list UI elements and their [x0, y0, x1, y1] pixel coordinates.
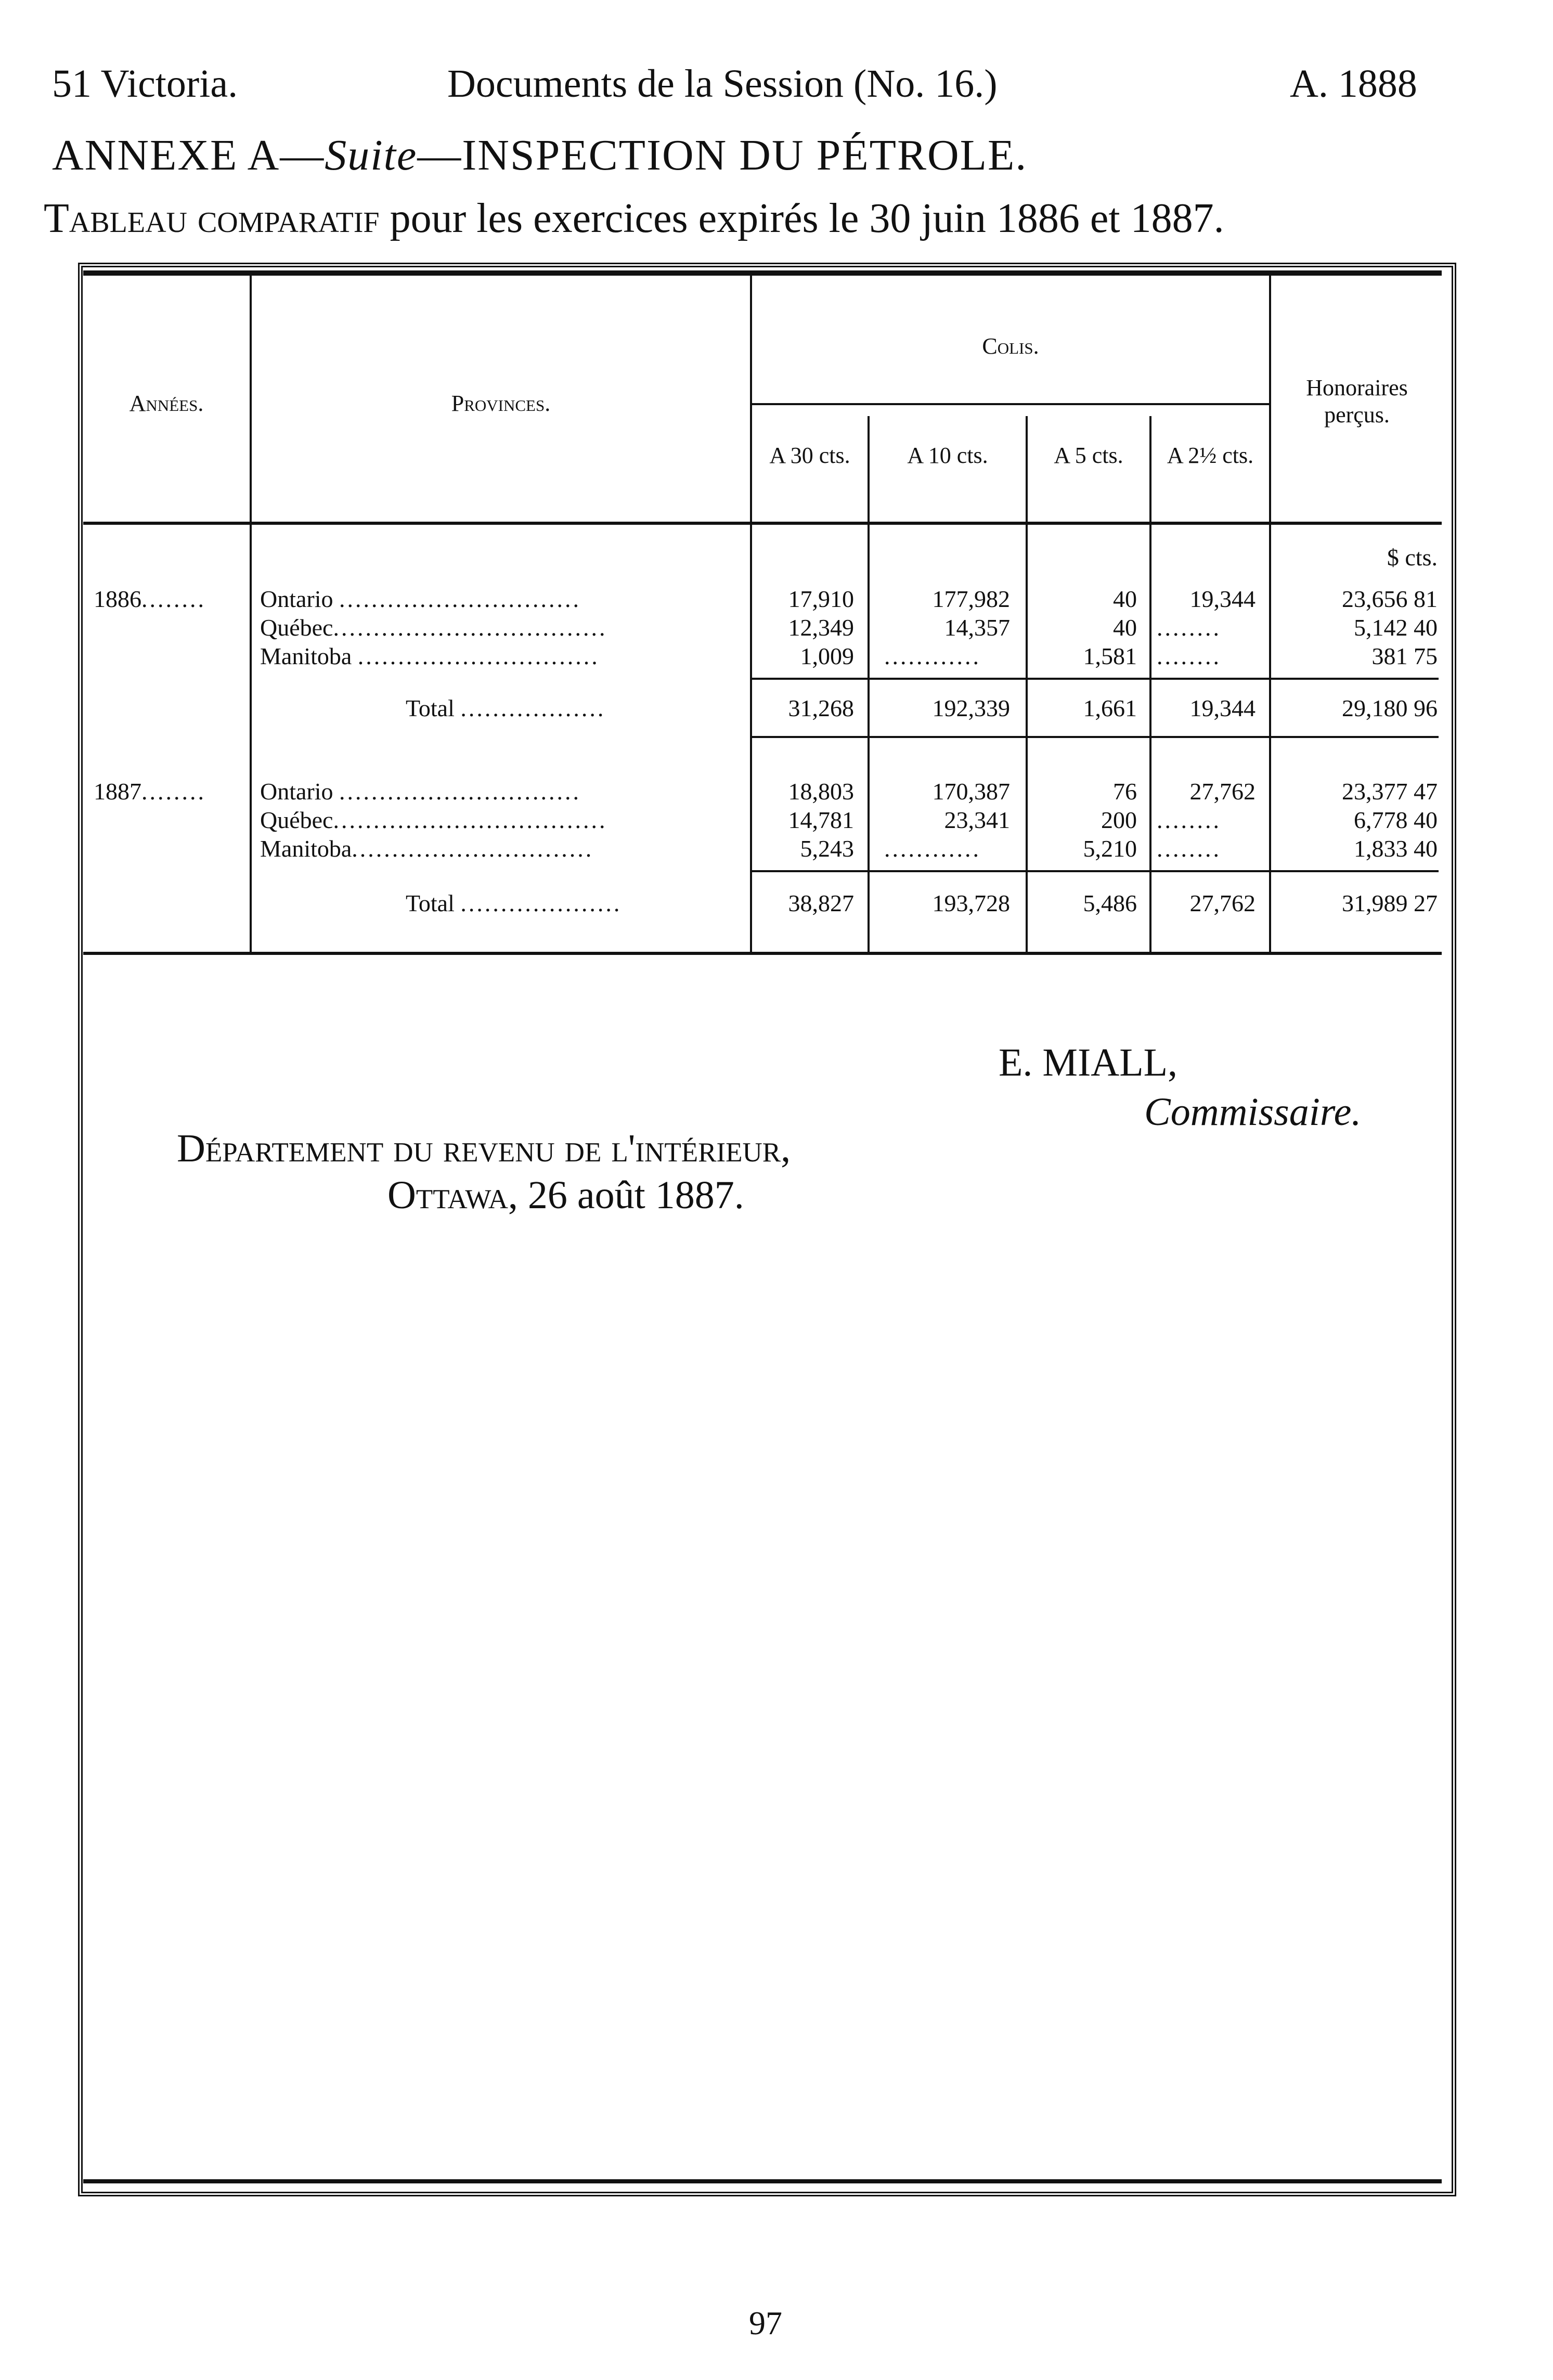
cell-c10: 23,341: [944, 807, 1010, 833]
cell-c2-empty: ........: [1157, 807, 1221, 833]
cell-c2-empty: ........: [1157, 835, 1221, 862]
cell-fee: 381 75: [1371, 643, 1438, 669]
department-line-2: [387, 1173, 744, 1218]
cell-fee: 23,377 47: [1342, 778, 1438, 805]
total-rule-1887: [752, 870, 1439, 872]
colis-underline: [752, 403, 1269, 405]
cell-c5: 76: [1113, 778, 1137, 805]
department-city: Ottawa: [387, 1173, 508, 1217]
cell-c10-empty: ............: [884, 835, 981, 862]
year-1887: 1887........: [94, 778, 206, 805]
total-c2: 27,762: [1189, 890, 1256, 916]
province-name: Manitoba: [260, 643, 352, 669]
cell-c10: 170,387: [932, 778, 1010, 805]
province-name: Québec: [260, 807, 333, 833]
total-c30: 31,268: [788, 695, 854, 721]
col-rule-1: [250, 276, 252, 952]
cell-c30: 1,009: [800, 643, 854, 669]
total-row-1887: Total ....................: [406, 890, 622, 916]
cell-c10: 14,357: [944, 614, 1010, 641]
running-header-right: A. 1888: [1290, 62, 1417, 106]
total-c10: 193,728: [932, 890, 1010, 916]
total-c5: 5,486: [1083, 890, 1137, 916]
col-header-colis: Colis.: [982, 333, 1039, 359]
cell-c2: 27,762: [1189, 778, 1256, 805]
cell-c30: 14,781: [788, 807, 854, 833]
signature-title: Commissaire.: [1144, 1090, 1362, 1134]
cell-c10-empty: ............: [884, 643, 981, 669]
total-fee: 31,989 27: [1342, 890, 1438, 916]
cell-c30: 5,243: [800, 835, 854, 862]
subtitle-rest: pour les exercices expirés le 30 juin 1886 et 1887.: [379, 196, 1224, 241]
running-header-left: 51 Victoria.: [52, 62, 238, 106]
province-name: Ontario: [260, 778, 333, 805]
sub-header-5: A 5 cts.: [1054, 443, 1123, 468]
col-header-annees: Années.: [129, 391, 204, 416]
province-name: Ontario: [260, 586, 333, 612]
cell-c30: 12,349: [788, 614, 854, 641]
cell-c2: 19,344: [1189, 586, 1256, 612]
table-row: Québec..................................: [260, 807, 607, 833]
running-header-center: Documents de la Session (No. 16.): [447, 62, 998, 106]
cell-c2-empty: ........: [1157, 643, 1221, 669]
cell-fee: 5,142 40: [1354, 614, 1438, 641]
col-header-honoraires: Honoraires perçus.: [1306, 375, 1408, 428]
cell-c2-empty: ........: [1157, 614, 1221, 641]
sub-header-30: A 30 cts.: [769, 443, 850, 468]
subtitle-lead: Tableau comparatif: [44, 196, 380, 241]
table-top-rule: [83, 270, 1442, 276]
dollar-cts-label: $ cts.: [1387, 544, 1438, 571]
cell-c30: 18,803: [788, 778, 854, 805]
total-label: Total: [406, 890, 455, 916]
cell-c5: 1,581: [1083, 643, 1137, 669]
table-header-rule: [83, 522, 1442, 525]
year-separator: [752, 736, 1439, 738]
cell-c5: 200: [1101, 807, 1137, 833]
year-1886: 1886........: [94, 586, 206, 612]
bottom-rule: [83, 2179, 1442, 2183]
table-row: Ontario ..............................: [260, 586, 581, 612]
table-row: Ontario ..............................: [260, 778, 581, 805]
total-c5: 1,661: [1083, 695, 1137, 721]
page-title: [52, 130, 1027, 180]
signature-name: E. MIALL,: [999, 1041, 1178, 1084]
year-label: 1887: [94, 778, 141, 805]
total-rule-1886: [752, 678, 1439, 680]
title-prefix: ANNEXE A—: [52, 131, 325, 179]
cell-c5: 5,210: [1083, 835, 1137, 862]
col-header-provinces: Provinces.: [451, 391, 551, 416]
cell-c5: 40: [1113, 614, 1137, 641]
cell-c5: 40: [1113, 586, 1137, 612]
page-number: 97: [749, 2305, 782, 2342]
table-row: Québec..................................: [260, 614, 607, 641]
total-c10: 192,339: [932, 695, 1010, 721]
department-line-1: Département du revenu de l'intérieur,: [177, 1127, 791, 1170]
cell-fee: 23,656 81: [1342, 586, 1438, 612]
sub-header-2-5: A 2½ cts.: [1167, 443, 1254, 468]
title-rest: —INSPECTION DU PÉTROLE.: [417, 131, 1028, 179]
department-date: , 26 août 1887.: [508, 1173, 744, 1217]
cell-c30: 17,910: [788, 586, 854, 612]
total-c2: 19,344: [1189, 695, 1256, 721]
sub-header-10: A 10 cts.: [907, 443, 988, 468]
year-label: 1886: [94, 586, 141, 612]
table-bottom-rule: [83, 952, 1442, 955]
page-frame: [78, 263, 1456, 2196]
cell-fee: 1,833 40: [1354, 835, 1438, 862]
total-c30: 38,827: [788, 890, 854, 916]
table-row: Manitoba ..............................: [260, 643, 600, 669]
cell-fee: 6,778 40: [1354, 807, 1438, 833]
page-subtitle: [44, 195, 1224, 242]
table-row: Manitoba..............................: [260, 835, 594, 862]
title-suite: Suite: [325, 131, 418, 179]
province-name: Québec: [260, 614, 333, 641]
total-label: Total: [406, 695, 455, 721]
province-name: Manitoba: [260, 835, 352, 862]
total-fee: 29,180 96: [1342, 695, 1438, 721]
cell-c10: 177,982: [932, 586, 1010, 612]
total-row-1886: Total ..................: [406, 695, 606, 721]
